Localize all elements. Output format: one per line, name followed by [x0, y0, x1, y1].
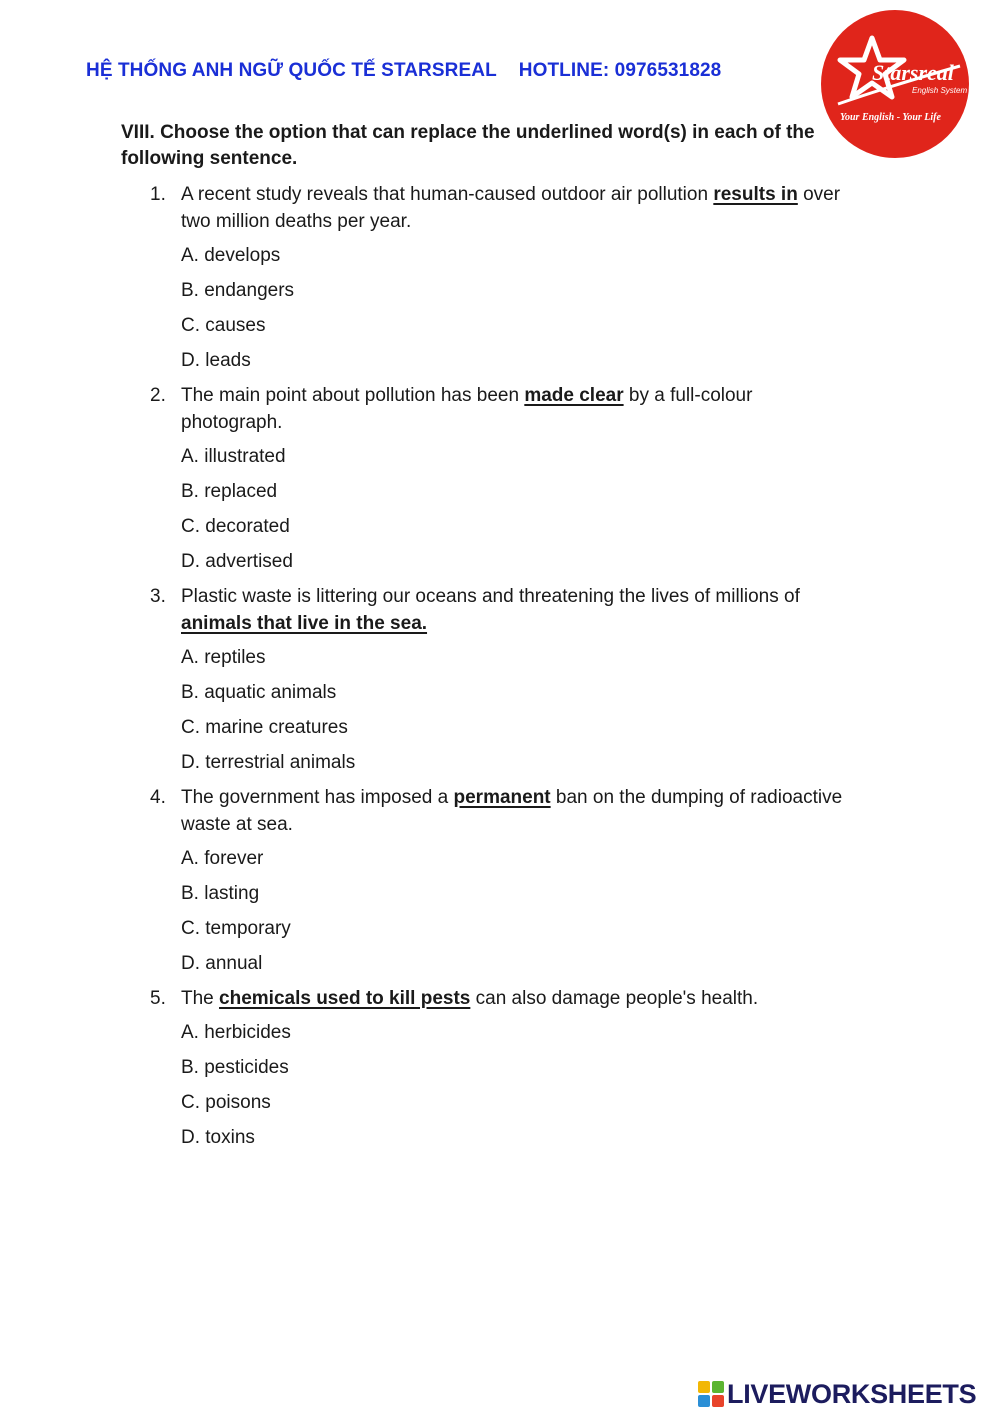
- option-list: [150, 242, 850, 382]
- option-b[interactable]: B. replaced: [181, 481, 278, 502]
- option-list: [150, 443, 850, 583]
- section-title: VIII. Choose the option that can replace the underlined word(s) in each of the following sentence.: [121, 122, 815, 169]
- option-a[interactable]: A. forever: [181, 848, 264, 869]
- stem-text-before: The main point about pollution has been: [181, 385, 525, 406]
- option-c[interactable]: C. poisons: [181, 1092, 271, 1113]
- option-a[interactable]: A. herbicides: [181, 1022, 291, 1043]
- question-number: 3.: [150, 586, 166, 607]
- option-list: [150, 845, 850, 985]
- stem-text-after: by a full-colour photograph.: [181, 385, 753, 433]
- option-a[interactable]: A. develops: [181, 245, 281, 266]
- stem-text-before: A recent study reveals that human-caused outdoor air pollution: [181, 184, 714, 205]
- question-4: [150, 784, 850, 985]
- stem-text-before: The government has imposed a: [181, 787, 454, 808]
- question-3: [150, 583, 850, 784]
- stem-text-after: ban on the dumping of radioactive waste at sea.: [181, 787, 843, 835]
- question-stem: [150, 181, 850, 235]
- stem-text-before: The: [181, 988, 220, 1009]
- question-number: 4.: [150, 787, 166, 808]
- page-header: [86, 60, 721, 82]
- underlined-phrase: results in: [713, 184, 798, 205]
- question-number: 5.: [150, 988, 166, 1009]
- option-list: [150, 1019, 850, 1159]
- liveworksheets-brand: [698, 1378, 976, 1410]
- option-b[interactable]: B. pesticides: [181, 1057, 289, 1078]
- option-b[interactable]: B. endangers: [181, 280, 295, 301]
- option-d[interactable]: D. advertised: [181, 551, 293, 572]
- option-b[interactable]: B. lasting: [181, 883, 260, 904]
- question-2: [150, 382, 850, 583]
- logo-tagline: Your English - Your Life: [840, 112, 941, 123]
- question-stem: [150, 382, 850, 436]
- organization-name: HỆ THỐNG ANH NGỮ QUỐC TẾ STARSREAL: [86, 60, 497, 81]
- stem-text-after: can also damage people's health.: [470, 988, 759, 1009]
- logo-wordmark: Starsreal: [872, 60, 954, 85]
- brand-text: LIVEWORKSHEETS: [727, 1378, 977, 1409]
- underlined-phrase: animals that live in the sea.: [181, 613, 428, 634]
- option-c[interactable]: C. marine creatures: [181, 717, 348, 738]
- question-number: 1.: [150, 184, 166, 205]
- liveworksheets-logo-icon: [698, 1381, 724, 1407]
- starsreal-logo: [820, 8, 970, 160]
- question-stem: [150, 784, 850, 838]
- option-d[interactable]: D. annual: [181, 953, 263, 974]
- question-list: [150, 181, 850, 1159]
- question-stem: [150, 583, 850, 637]
- question-5: [150, 985, 850, 1159]
- option-list: [150, 644, 850, 784]
- hotline: HOTLINE: 0976531828: [518, 60, 722, 81]
- option-d[interactable]: D. toxins: [181, 1127, 255, 1148]
- option-c[interactable]: C. temporary: [181, 918, 291, 939]
- option-d[interactable]: D. terrestrial animals: [181, 752, 356, 773]
- underlined-phrase: chemicals used to kill pests: [219, 988, 471, 1009]
- underlined-phrase: permanent: [453, 787, 551, 808]
- logo-subtitle: English System: [912, 86, 968, 95]
- option-a[interactable]: A. illustrated: [181, 446, 286, 467]
- option-c[interactable]: C. causes: [181, 315, 266, 336]
- stem-text-before: Plastic waste is littering our oceans and threatening the lives of millions of: [181, 586, 800, 607]
- option-c[interactable]: C. decorated: [181, 516, 290, 537]
- option-d[interactable]: D. leads: [181, 350, 251, 371]
- option-b[interactable]: B. aquatic animals: [181, 682, 337, 703]
- question-stem: [150, 985, 850, 1012]
- underlined-phrase: made clear: [524, 385, 624, 406]
- question-1: [150, 181, 850, 382]
- question-number: 2.: [150, 385, 166, 406]
- option-a[interactable]: A. reptiles: [181, 647, 266, 668]
- stem-text-after: over two million deaths per year.: [181, 184, 841, 232]
